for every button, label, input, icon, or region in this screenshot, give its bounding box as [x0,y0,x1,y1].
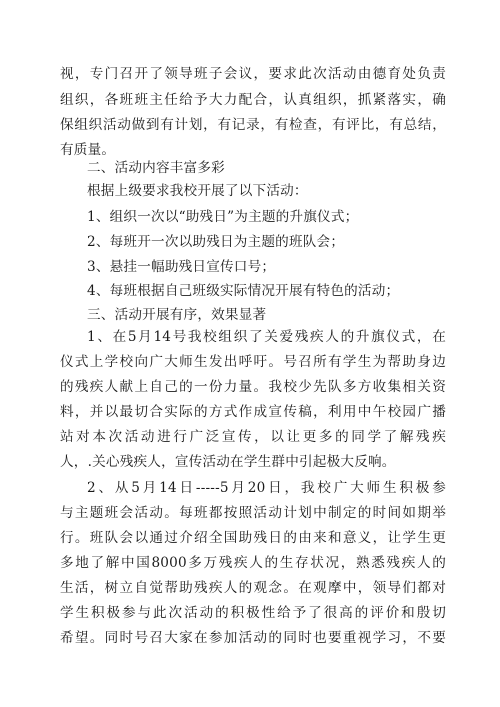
body-text-line: 人，.关心残疾人，宣传活动在学生群中引起极大反响。 [60,454,396,470]
body-text-line: 有质量。 [60,142,116,158]
body-text-line: 希望。同时号召大家在参加活动的同时也要重视学习，不要 [60,630,446,646]
body-text-line: 的残疾人献上自己的一份力量。我校少先队多方收集相关资 [60,379,446,395]
body-text-line: 1、在5月14号我校组织了关爱残疾人的升旗仪式，在 [87,329,446,345]
body-text-line: 2、从5月14日-----5月20日，我校广大师生积极参 [87,480,446,496]
body-text-line: 料，并以最切合实际的方式作成宣传稿，利用中午校园广播 [60,404,446,420]
body-text-line: 生活，树立自觉帮助残疾人的观念。在观摩中，领导们都对 [60,580,446,596]
body-text-line: 站对本次活动进行广泛宣传，以让更多的同学了解残疾 [60,429,446,445]
list-item: 2、每班开一次以助残日为主题的班队会； [87,234,345,250]
list-item: 4、每班根据自己班级实际情况开展有特色的活动； [87,283,400,299]
list-item: 1、组织一次以“助残日”为主题的升旗仪式； [87,209,359,225]
section-heading: 三、活动开展有序，效果显著 [87,307,267,323]
body-text-line: 多地了解中国8000多万残疾人的生存状况，熟悉残疾人的 [60,555,446,571]
body-text-line: 视，专门召开了领导班子会议，要求此次活动由德育处负责 [60,66,446,82]
body-text-line: 学生积极参与此次活动的积极性给予了很高的评价和殷切 [60,605,446,621]
section-heading: 二、活动内容丰富多彩 [87,160,225,176]
body-text-line: 根据上级要求我校开展了以下活动： [87,183,308,199]
body-text-line: 保组织活动做到有计划，有记录，有检查，有评比，有总结， [60,117,446,133]
body-text-line: 仪式上学校向广大师生发出呼吁。号召所有学生为帮助身边 [60,354,446,370]
list-item: 3、悬挂一幅助残日宣传口号； [87,259,276,275]
body-text-line: 行。班队会以通过介绍全国助残日的由来和意义，让学生更 [60,530,446,546]
body-text-line: 组织，各班班主任给予大力配合，认真组织，抓紧落实，确 [60,92,446,108]
body-text-line: 与主题班会活动。每班都按照活动计划中制定的时间如期举 [60,505,446,521]
